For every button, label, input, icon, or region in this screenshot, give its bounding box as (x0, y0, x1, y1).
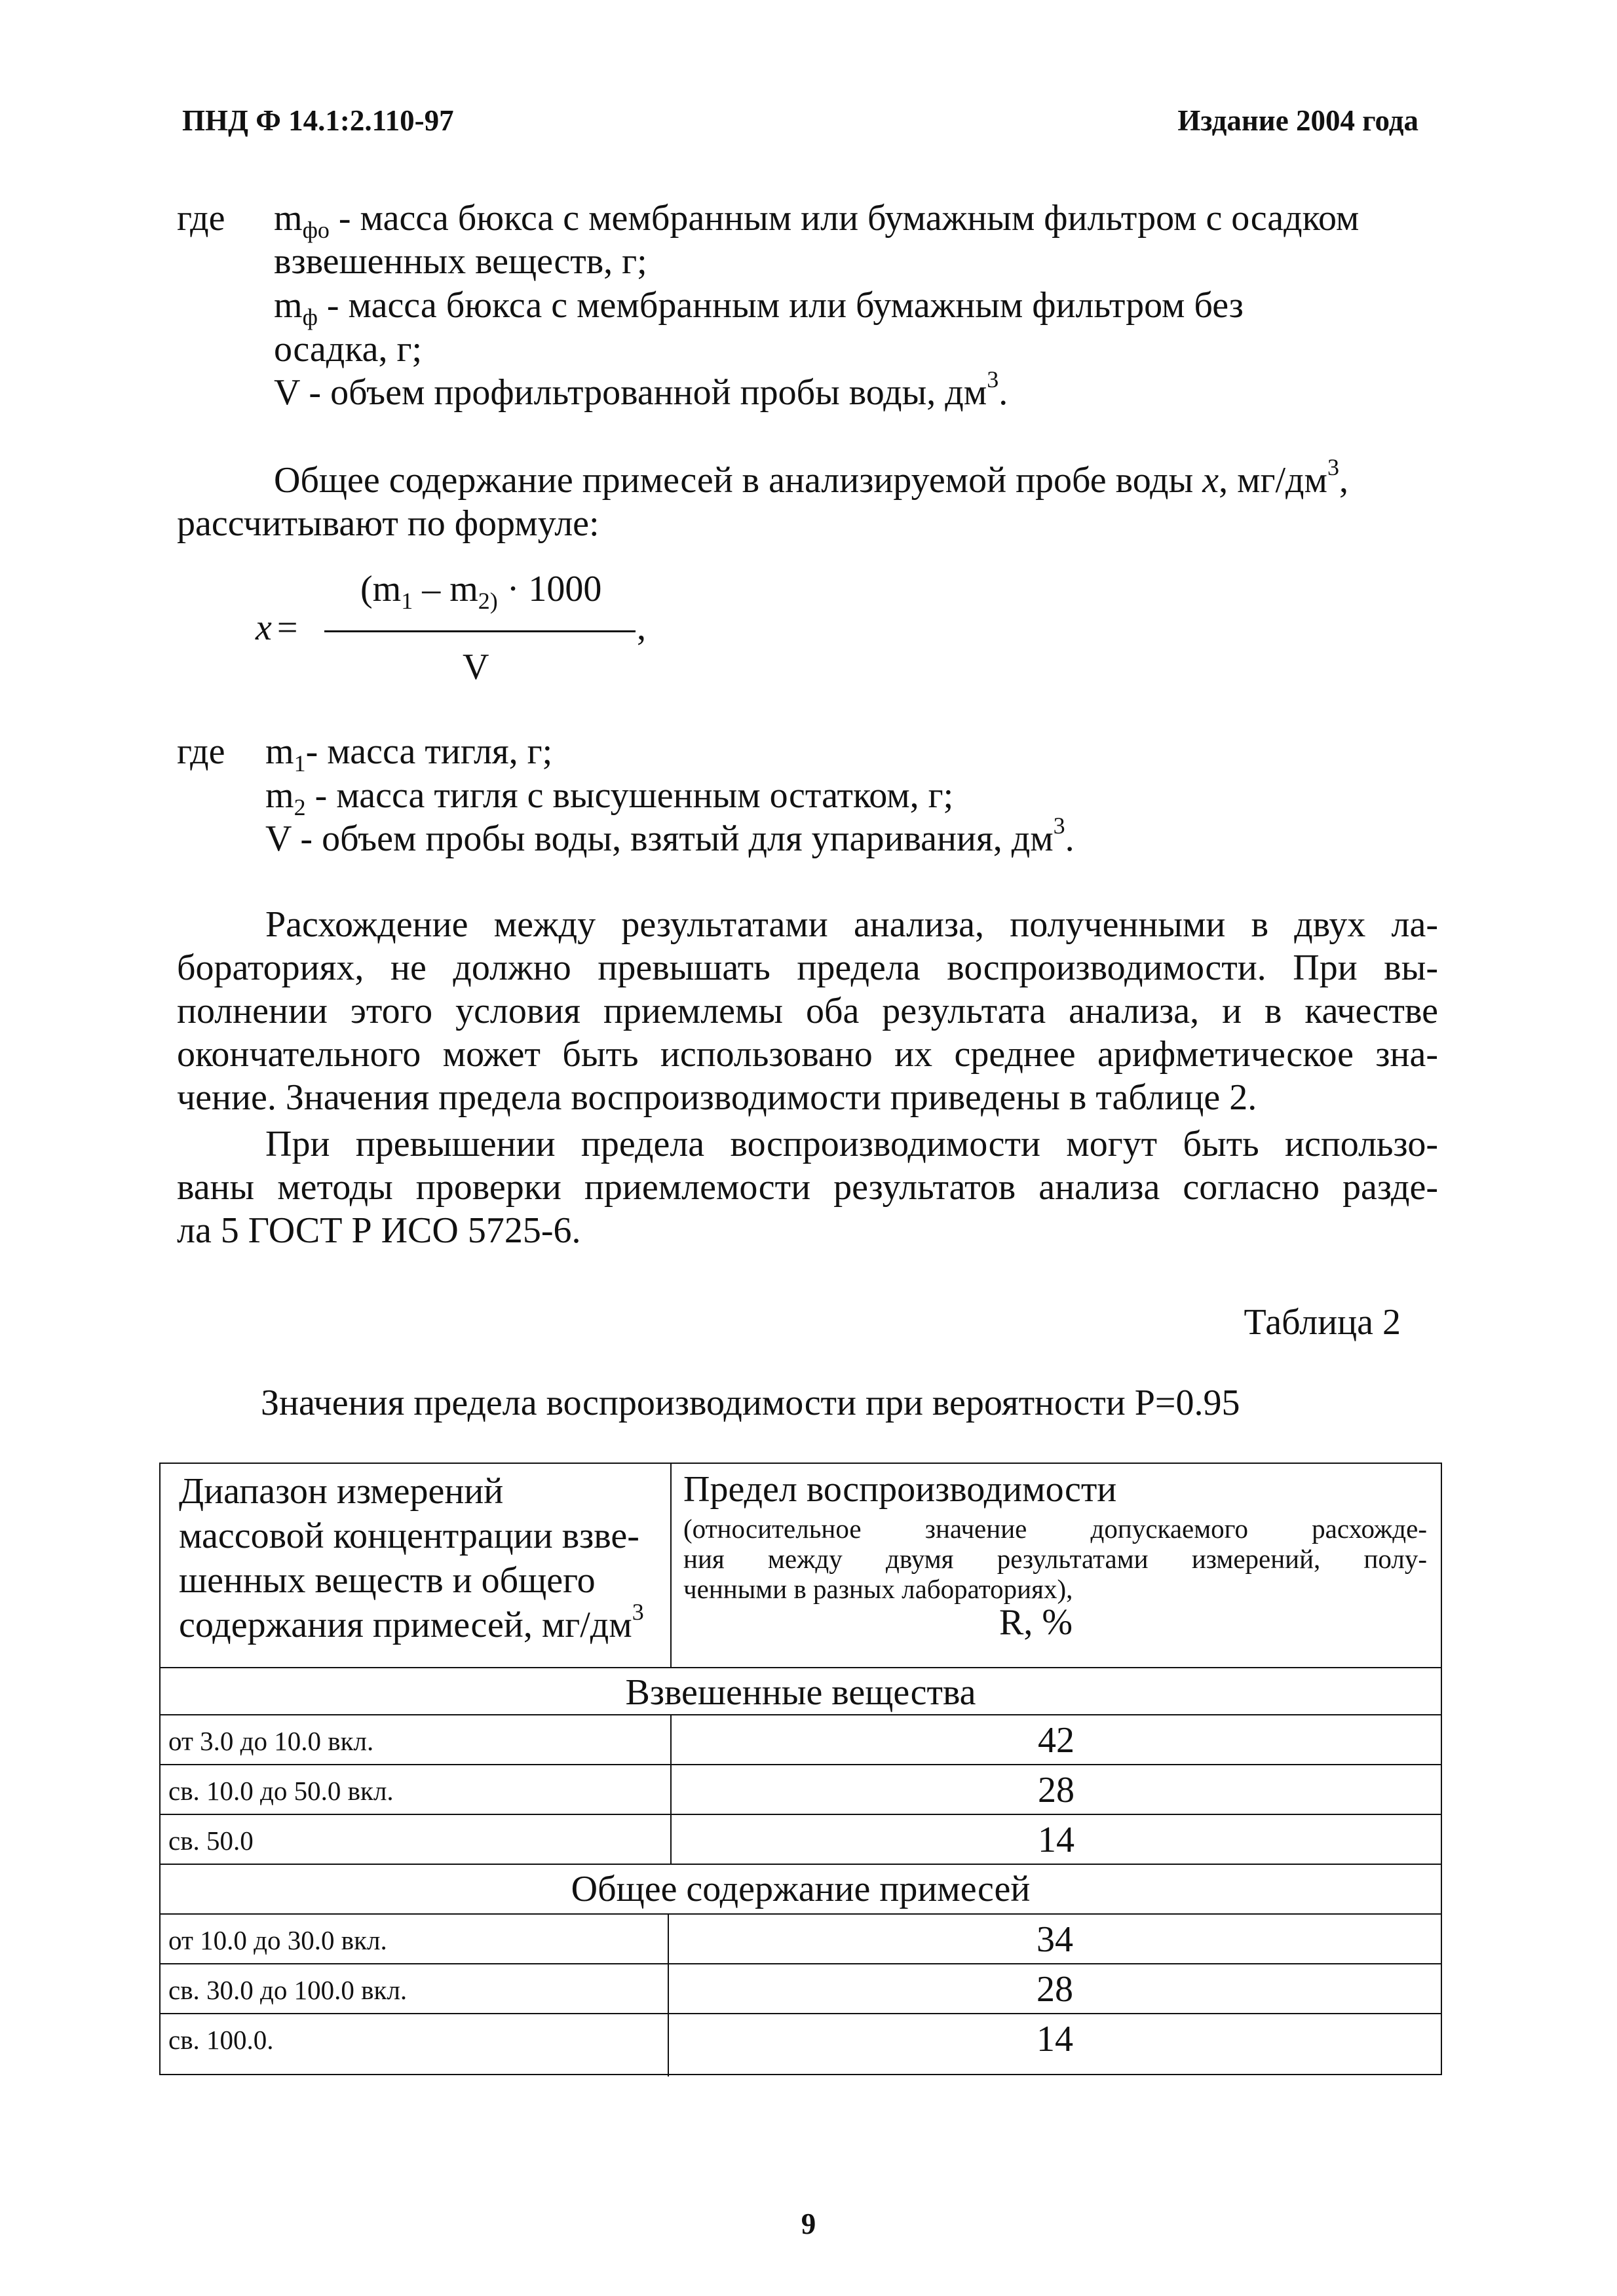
text: , мг/дм (1219, 460, 1327, 501)
header-line: шенных веществ и общего (179, 1560, 596, 1601)
header-line: ния между двумя результатами измерений, полу- (683, 1544, 1427, 1574)
header-line: Диапазон измерений (179, 1471, 504, 1512)
formula-comma: , (637, 607, 646, 648)
text-line: чение. Значения предела воспроизводимости приведены в таблице 2. (177, 1077, 1257, 1118)
text-line: Расхождение между результатами анализа, полученными в двух ла- (265, 904, 1438, 945)
def-mf-cont: осадка, г; (274, 329, 423, 370)
table-cell-range: от 3.0 до 10.0 вкл. (168, 1726, 374, 1756)
header-limit (683, 1469, 1427, 1641)
table-cell-range: св. 100.0. (168, 2025, 274, 2055)
table-cell-value: 34 (1037, 1919, 1073, 1960)
header-line (179, 1599, 644, 1647)
edition-label: Издание 2004 года (1177, 104, 1418, 137)
def-text: - масса бюкса с мембранным или бумажным фильтром без (317, 285, 1244, 326)
def-text: V - объем пробы воды, взятый для упаривания, дм (265, 818, 1054, 859)
page-number: 9 (801, 2208, 816, 2240)
text-line: ваны методы проверки приемлемости результатов анализа согласно разде- (177, 1167, 1438, 1208)
def-v2 (265, 813, 1075, 860)
where-label: где (177, 198, 225, 239)
subscript: ф (302, 304, 318, 330)
table-cell-value: 14 (1037, 2019, 1073, 2059)
variable-x: x (256, 607, 272, 648)
table-cell-range: от 10.0 до 30.0 вкл. (168, 1925, 387, 1955)
table-cell-value: 28 (1038, 1770, 1075, 1810)
def-mf (274, 284, 1244, 330)
table-title: Значения предела воспроизводимости при вероятности P=0.95 (261, 1383, 1240, 1423)
table-label: Таблица 2 (1244, 1302, 1401, 1343)
table-cell-range: св. 30.0 до 100.0 вкл. (168, 1975, 408, 2005)
table-cell-range: св. 50.0 (168, 1826, 254, 1856)
superscript: 3 (1053, 813, 1065, 839)
document-code: ПНД Ф 14.1:2.110-97 (182, 104, 454, 137)
variable-x: x (1202, 460, 1219, 501)
def-text: V - объем профильтрованной пробы воды, дм (274, 372, 987, 413)
header-line: (относительное значение допускаемого расхожде- (683, 1514, 1427, 1544)
text-line: полнении этого условия приемлемы оба результата анализа, и в качестве (177, 991, 1438, 1031)
para-total-line2: рассчитывают по формуле: (177, 503, 599, 544)
symbol-m: m (265, 731, 294, 772)
formula-denominator: V (463, 647, 489, 687)
text: , (1339, 460, 1348, 501)
paragraph-exceed (177, 1122, 1438, 1252)
def-text: - масса тигля, г; (305, 731, 553, 772)
superscript: 3 (1327, 454, 1339, 480)
formula-numerator (360, 567, 602, 614)
symbol-m: m (265, 775, 294, 816)
where-label-2: где (177, 731, 225, 772)
reproducibility-table (159, 1463, 1442, 2075)
def-end: . (1065, 818, 1075, 859)
subscript: 2) (478, 588, 498, 614)
subscript: фо (302, 217, 330, 243)
section-title: Общее содержание примесей (571, 1869, 1031, 1909)
table-cell-value: 28 (1037, 1969, 1073, 2010)
table-cell-value: 14 (1038, 1820, 1075, 1860)
header-line: массовой концентрации взве- (179, 1516, 639, 1556)
table-cell-range: св. 10.0 до 50.0 вкл. (168, 1776, 394, 1806)
def-mfo-cont: взвешенных веществ, г; (274, 241, 647, 282)
def-text: - масса бюкса с мембранным или бумажным фильтром с осадком (329, 198, 1360, 239)
text-line: бораториях, не должно превышать предела воспроизводимости. При вы- (177, 947, 1438, 988)
header-unit: R, % (999, 1602, 1073, 1643)
section-title: Взвешенные вещества (625, 1672, 976, 1713)
text-line: окончательного может быть использовано их среднее арифметическое зна- (177, 1034, 1438, 1075)
def-end: . (999, 372, 1008, 413)
def-v (274, 366, 1008, 414)
text: (m (360, 569, 402, 609)
superscript: 3 (632, 1599, 644, 1625)
text: Общее содержание примесей в анализируемой пробе воды (274, 460, 1203, 501)
text: · 1000 (497, 569, 602, 609)
subscript: 1 (294, 750, 306, 776)
header-title: Предел воспроизводимости (683, 1469, 1117, 1510)
formula-lhs (256, 606, 297, 649)
header-range (179, 1469, 644, 1647)
def-mfo (274, 197, 1360, 243)
superscript: 3 (987, 366, 999, 392)
def-m2 (265, 774, 954, 820)
text-line: ла 5 ГОСТ Р ИСО 5725-6. (177, 1210, 581, 1251)
fraction-bar (324, 630, 636, 632)
table-cell-value: 42 (1038, 1720, 1075, 1761)
text: – m (413, 569, 478, 609)
paragraph-discrepancy (177, 903, 1438, 1119)
para-total-line1 (274, 454, 1348, 502)
def-m1 (265, 730, 553, 776)
symbol-m: m (274, 198, 303, 239)
text-line: При превышении предела воспроизводимости могут быть использо- (265, 1124, 1438, 1164)
subscript: 2 (294, 794, 306, 820)
symbol-m: m (274, 285, 303, 326)
equals-sign: = (276, 607, 298, 648)
def-text: - масса тигля с высушенным остатком, г; (305, 775, 954, 816)
subscript: 1 (401, 588, 413, 614)
header-line: ченными в разных лабораториях), (683, 1574, 1073, 1604)
text: содержания примесей, мг/дм (179, 1605, 632, 1645)
